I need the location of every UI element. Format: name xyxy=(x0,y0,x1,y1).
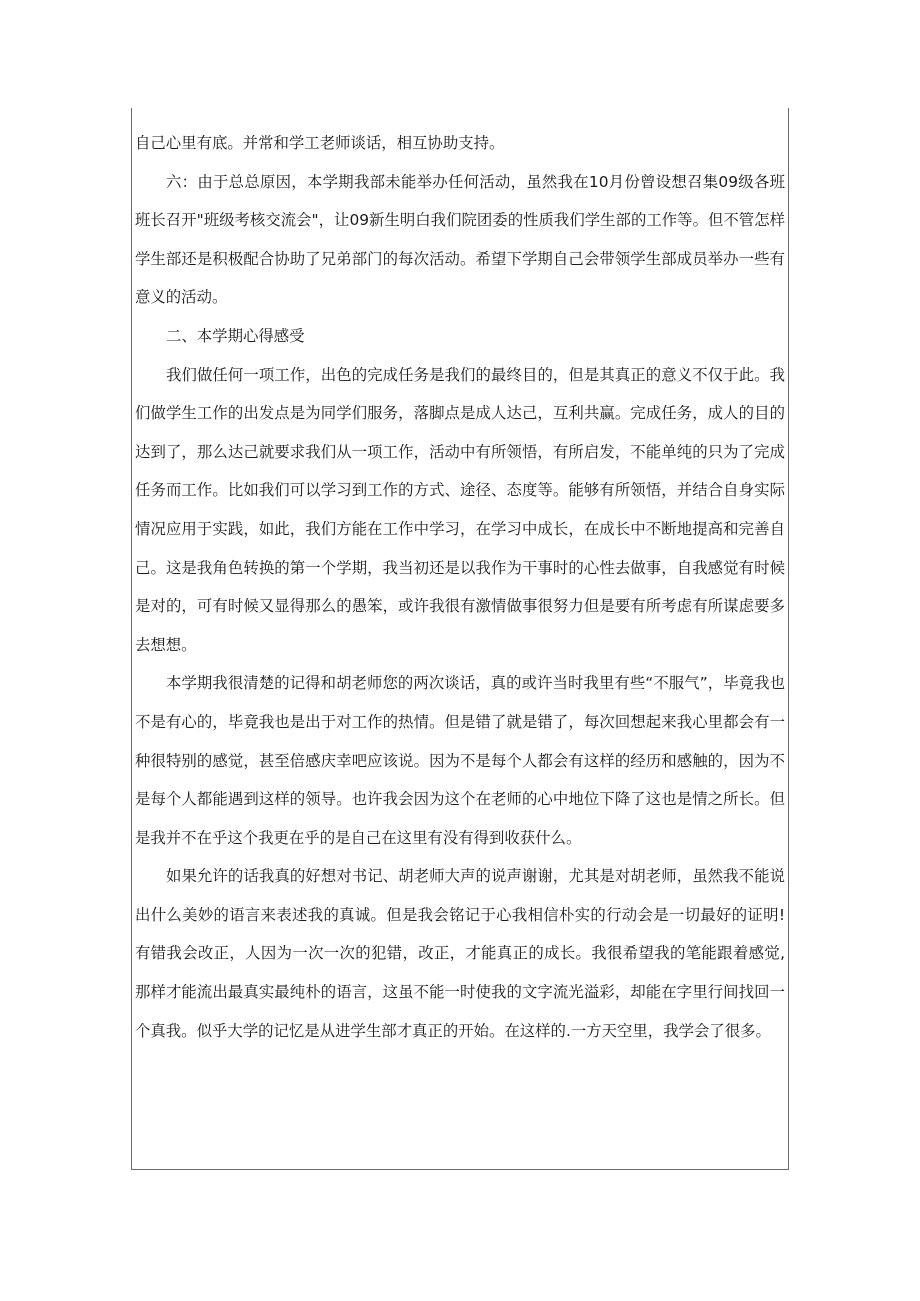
paragraph-reflection: 我们做任何一项工作，出色的完成任务是我们的最终目的，但是其真正的意义不仅于此。我们做学生工作的出发点是为同学们服务，落脚点是成人达己，互利共赢。完成任务，成人的目的达到了，那么达己就要求我们从一项工作，活动中有所领悟，有所启发，不能单纯的只为了完成任务而工作。比如我们可以学习到工作的方式、途径、态度等。能够有所领悟，并结合自身实际情况应用于实践，如此，我们方能在工作中学习，在学习中成长，在成长中不断地提高和完善自己。这是我角色转换的第一个学期，我当初还是以我作为干事时的心性去做事，自我感觉有时候是对的，可有时候又显得那么的愚笨，或许我很有激情做事很努力但是要有所考虑有所谋虑要多去想想。 xyxy=(135,365,785,654)
paragraph-item-six: 六：由于总总原因，本学期我部未能举办任何活动，虽然我在10月份曾设想召集09级各班班长召开"班级考核交流会"，让09新生明白我们院团委的性质我们学生部的工作等。但不管怎样学生部还是积极配合协助了兄弟部门的每次活动。希望下学期自己会带领学生部成员举办一些有意义的活动。 xyxy=(135,172,785,307)
paragraph-conversations: 本学期我很清楚的记得和胡老师您的两次谈话，真的或许当时我里有些“不服气”，毕竟我也不是有心的，毕竟我也是出于对工作的热情。但是错了就是错了，每次回想起来我心里都会有一种很特别的感觉，甚至倍感庆幸吧应该说。因为不是每个人都会有这样的经历和感触的，因为不是每个人都能遇到这样的领导。也许我会因为这个在老师的心中地位下降了这也是情之所长。但是我并不在乎这个我更在乎的是自己在这里有没有得到收获什么。 xyxy=(135,674,785,847)
paragraph-gratitude: 如果允许的话我真的好想对书记、胡老师大声的说声谢谢，尤其是对胡老师，虽然我不能说出什么美妙的语言来表述我的真诚。但是我会铭记于心我相信朴实的行动会是一切最好的证明!有错我会改正，人因为一次一次的犯错，改正，才能真正的成长。我很希望我的笔能跟着感觉,那样才能流出最真实最纯朴的语言，这虽不能一时使我的文字流光溢彩，却能在字里行间找回一个真我。似乎大学的记忆是从进学生部才真正的开始。在这样的.一方天空里，我学会了很多。 xyxy=(135,867,785,1040)
paragraph-continuation: 自己心里有底。并常和学工老师谈话，相互协助支持。 xyxy=(135,134,505,152)
document-body xyxy=(135,124,785,1050)
section-heading: 二、本学期心得感受 xyxy=(166,326,305,345)
